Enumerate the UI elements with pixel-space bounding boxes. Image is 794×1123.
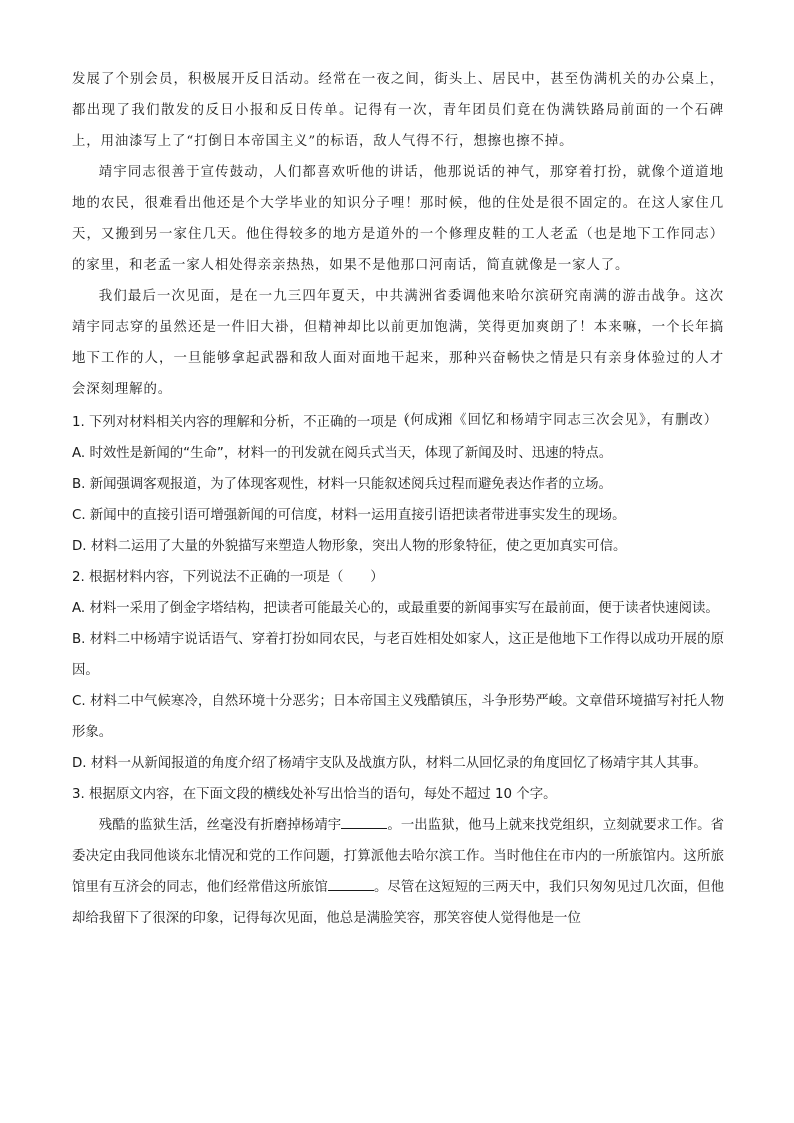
question-2-stem: 2. 根据材料内容，下列说法不正确的一项是（ ） xyxy=(72,570,384,585)
question-section xyxy=(72,407,724,934)
question-2-option-b: B. 材料二中杨靖宇说话语气、穿着打扮如同农民，与老百姓相处如家人，这正是他地下工作得以成功开展的原因。 xyxy=(72,632,724,678)
question-3-text xyxy=(72,810,724,934)
answer-blank-1[interactable] xyxy=(341,814,387,829)
question-3-text-part-1: 残酷的监狱生活，丝毫没有折磨掉杨靖宇 xyxy=(98,818,342,833)
question-2-option-c: C. 材料二中气候寒冷，自然环境十分恶劣；日本帝国主义残酷镇压，斗争形势严峻。文章借环境描写衬托人物形象。 xyxy=(72,694,724,740)
passage-paragraph-1: 发展了个别会员，积极展开反日活动。经常在一夜之间，街头上、居民中，甚至伪满机关的办公桌上，都出现了我们散发的反日小报和反日传单。记得有一次，青年团员们竟在伪满铁路局前面的一个石碑上，用油漆写上了“打倒日本帝国主义”的标语，敌人气得不行，想擦也擦不掉。 xyxy=(72,72,724,149)
question-2-option-a: A. 材料一采用了倒金字塔结构，把读者可能最关心的，或最重要的新闻事实写在最前面，便于读者快速阅读。 xyxy=(72,601,719,616)
answer-blank-2[interactable] xyxy=(328,876,374,891)
question-3-text-part-2: 。一出监狱，他马上就来找党组织，立刻就要求工作。省委决定由我同他谈东北情况和党的工作问题，打算派他去哈尔滨工作。当时他住在市内的一所旅馆内。这所旅馆里有互济会的同志，他们经常借这所旅馆 xyxy=(72,818,725,895)
passage-paragraph-2: 靖宇同志很善于宣传鼓动，人们都喜欢听他的讲话，他那说话的神气，那穿着打扮，就像个道道地地的农民，很难看出他还是个大学毕业的知识分子哩！那时候，他的住处是很不固定的。在这人家住几天，又搬到另一家住几天。他住得较多的地方是道外的一个修理皮鞋的工人老孟（也是地下工作同志）的家里，和老孟一家人相处得亲亲热热，如果不是他那口河南话，简直就像是一家人了。 xyxy=(72,165,724,273)
reading-passage xyxy=(72,64,724,436)
passage-paragraph-3: 我们最后一次见面，是在一九三四年夏天，中共满洲省委调他来哈尔滨研究南满的游击战争。这次靖宇同志穿的虽然还是一件旧大褂，但精神却比以前更加饱满，笑得更加爽朗了！本来嘛，一个长年搞地下工作的人，一旦能够拿起武器和敌人面对面地干起来，那种兴奋畅快之情是只有亲身体验过的人才会深刻理解的。 xyxy=(72,289,724,397)
question-1-stem: 1. 下列对材料相关内容的理解和分析，不正确的一项是（ ） xyxy=(72,415,451,430)
question-1-option-a: A. 时效性是新闻的“生命”，材料一的刊发就在阅兵式当天，体现了新闻及时、迅速的特点。 xyxy=(72,446,613,461)
passage-source: （何成湘《回忆和杨靖宇同志三次会见》，有删改） xyxy=(396,413,718,428)
question-1-option-b: B. 新闻强调客观报道，为了体现客观性，材料一只能叙述阅兵过程而避免表达作者的立场。 xyxy=(72,477,612,492)
question-1-option-d: D. 材料二运用了大量的外貌描写来塑造人物形象，突出人物的形象特征，使之更加真实可信。 xyxy=(72,539,627,554)
question-1-option-c: C. 新闻中的直接引语可增强新闻的可信度，材料一运用直接引语把读者带进事实发生的现场。 xyxy=(72,508,626,523)
question-2-option-d: D. 材料一从新闻报道的角度介绍了杨靖宇支队及战旗方队，材料二从回忆录的角度回忆了杨靖宇其人其事。 xyxy=(72,756,707,771)
question-3-text-part-3: 。尽管在这短短的三两天中，我们只匆匆见过几次面，但他却给我留下了很深的印象，记得每次见面，他总是满脸笑容，那笑容使人觉得他是一位 xyxy=(72,880,725,926)
question-3-stem: 3. 根据原文内容，在下面文段的横线处补写出恰当的语句，每处不超过 10 个字。 xyxy=(72,787,557,802)
